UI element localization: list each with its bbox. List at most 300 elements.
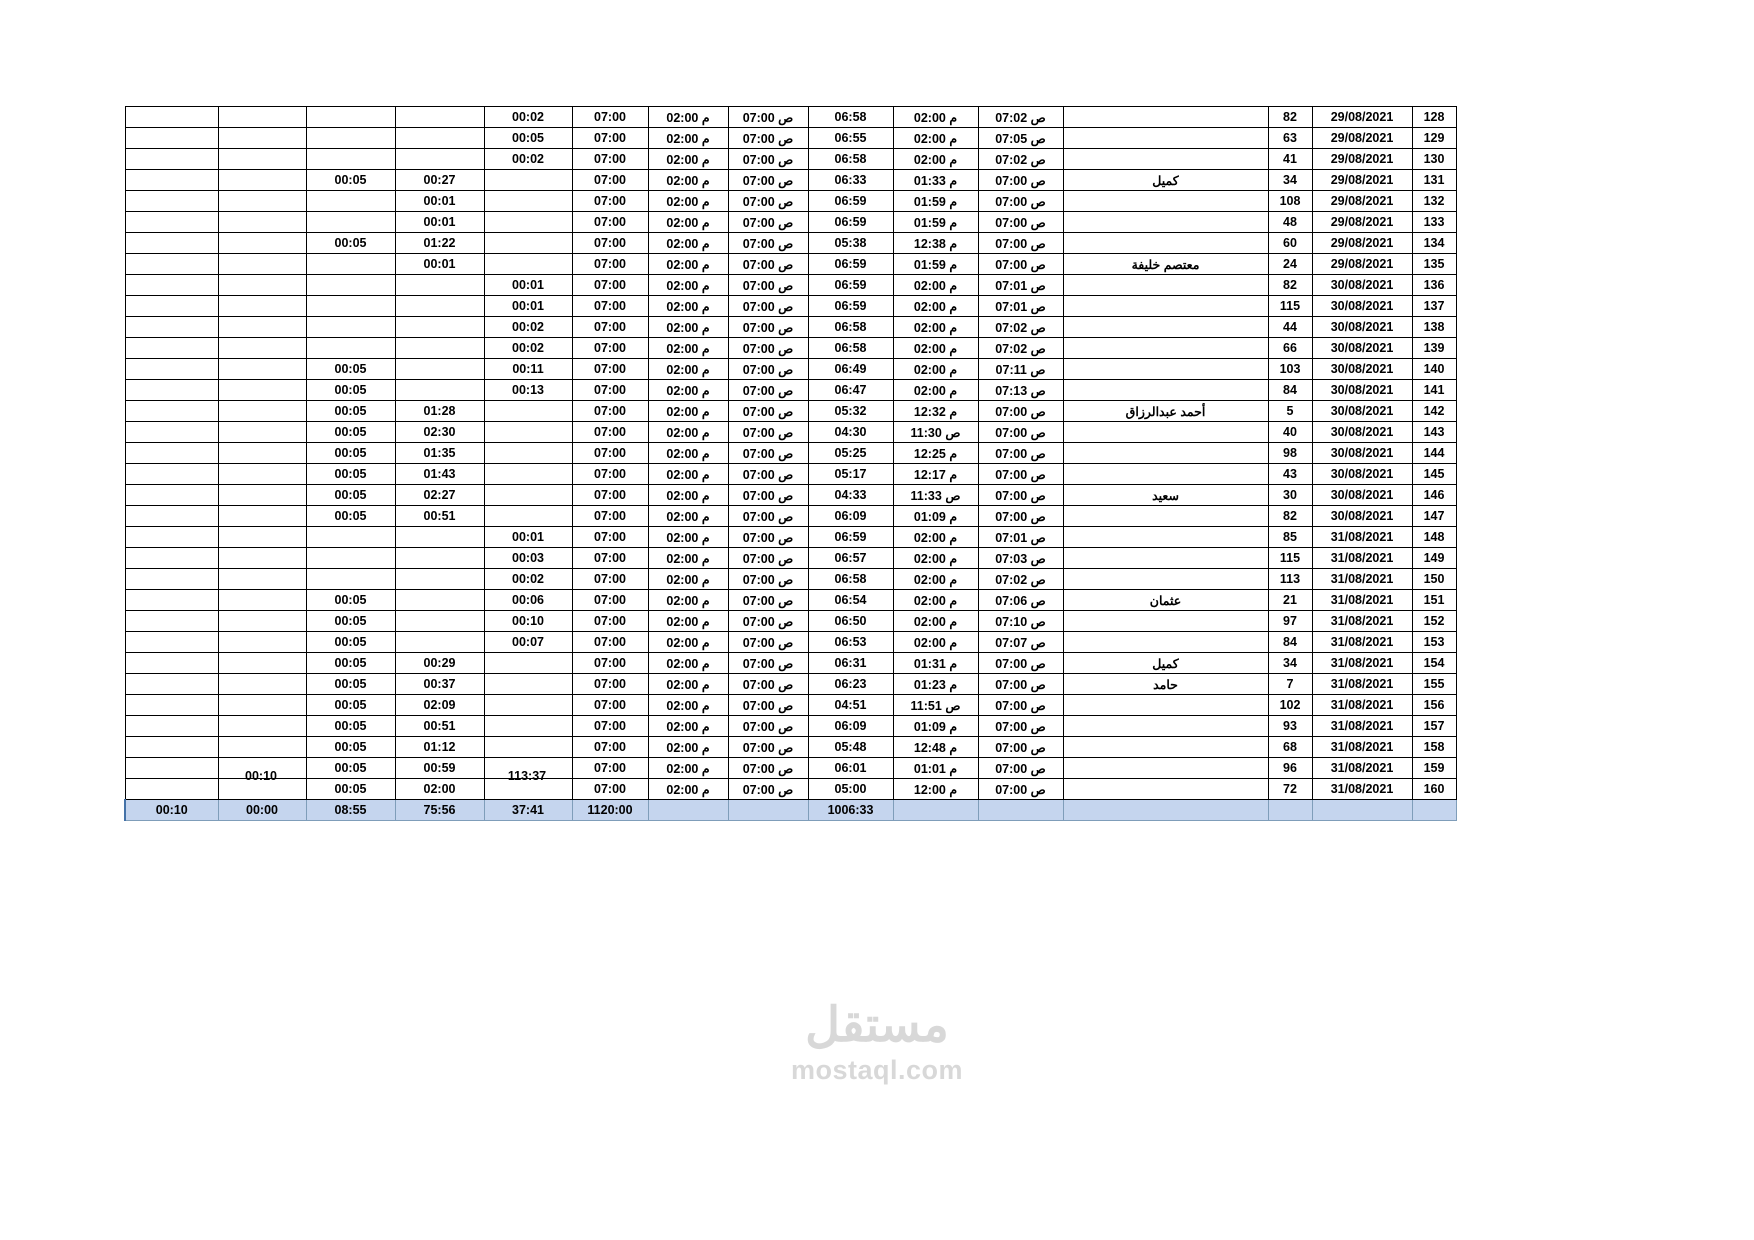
cell-out-ampm: 02:00 م xyxy=(893,590,978,611)
cell-shift-end-ampm: 02:00 م xyxy=(648,359,728,380)
cell-shift-end: 07:00 xyxy=(572,401,648,422)
cell-date: 30/08/2021 xyxy=(1312,296,1412,317)
total-date xyxy=(1312,800,1412,821)
cell-worked: 06:59 xyxy=(808,275,893,296)
cell-colB xyxy=(218,548,306,569)
cell-shift-end-ampm: 02:00 م xyxy=(648,401,728,422)
cell-employee-name xyxy=(1063,716,1268,737)
cell-in-ampm: 07:00 ص xyxy=(978,674,1063,695)
cell-colB xyxy=(218,527,306,548)
cell-shift-end: 07:00 xyxy=(572,737,648,758)
cell-late-2 xyxy=(395,632,484,653)
subtotal-left-value: 00:10 xyxy=(245,769,277,783)
cell-late-2 xyxy=(395,380,484,401)
cell-shift-end: 07:00 xyxy=(572,233,648,254)
cell-date: 30/08/2021 xyxy=(1312,401,1412,422)
cell-shift-end-ampm: 02:00 م xyxy=(648,779,728,800)
cell-date: 31/08/2021 xyxy=(1312,548,1412,569)
cell-out-ampm: 01:09 م xyxy=(893,506,978,527)
cell-in-ampm: 07:00 ص xyxy=(978,485,1063,506)
cell-shift-end: 07:00 xyxy=(572,338,648,359)
cell-date: 30/08/2021 xyxy=(1312,338,1412,359)
cell-shift-end-ampm: 02:00 م xyxy=(648,149,728,170)
cell-in-ampm: 07:11 ص xyxy=(978,359,1063,380)
cell-date: 29/08/2021 xyxy=(1312,128,1412,149)
table-row xyxy=(125,695,1456,716)
cell-employee-name xyxy=(1063,779,1268,800)
cell-date: 29/08/2021 xyxy=(1312,149,1412,170)
cell-date: 30/08/2021 xyxy=(1312,359,1412,380)
cell-shift-end-ampm: 02:00 م xyxy=(648,212,728,233)
cell-shift-start-ampm: 07:00 ص xyxy=(728,359,808,380)
cell-in-ampm: 07:00 ص xyxy=(978,443,1063,464)
cell-in-ampm: 07:00 ص xyxy=(978,212,1063,233)
cell-late-2 xyxy=(395,107,484,128)
cell-date: 31/08/2021 xyxy=(1312,758,1412,779)
cell-late-1: 00:05 xyxy=(306,590,395,611)
cell-index: 141 xyxy=(1412,380,1456,401)
cell-in-ampm: 07:01 ص xyxy=(978,527,1063,548)
cell-colA xyxy=(125,107,218,128)
cell-colA xyxy=(125,443,218,464)
table-row xyxy=(125,632,1456,653)
cell-shift-end-ampm: 02:00 م xyxy=(648,275,728,296)
cell-shift-start-ampm: 07:00 ص xyxy=(728,506,808,527)
cell-employee-name: كميل xyxy=(1063,653,1268,674)
cell-index: 154 xyxy=(1412,653,1456,674)
cell-employee-name xyxy=(1063,338,1268,359)
cell-colB xyxy=(218,338,306,359)
cell-count: 7 xyxy=(1268,674,1312,695)
cell-late-3 xyxy=(484,170,572,191)
cell-employee-name xyxy=(1063,464,1268,485)
cell-colB xyxy=(218,212,306,233)
cell-late-3 xyxy=(484,401,572,422)
cell-shift-end: 07:00 xyxy=(572,128,648,149)
watermark-latin: mostaql.com xyxy=(790,1054,964,1085)
table-row xyxy=(125,338,1456,359)
cell-late-3 xyxy=(484,716,572,737)
cell-date: 30/08/2021 xyxy=(1312,422,1412,443)
cell-colA xyxy=(125,632,218,653)
cell-late-2: 01:12 xyxy=(395,737,484,758)
cell-shift-end: 07:00 xyxy=(572,443,648,464)
cell-late-2 xyxy=(395,338,484,359)
cell-in-ampm: 07:00 ص xyxy=(978,170,1063,191)
cell-date: 31/08/2021 xyxy=(1312,779,1412,800)
cell-late-3: 00:05 xyxy=(484,128,572,149)
cell-colB xyxy=(218,401,306,422)
cell-employee-name xyxy=(1063,233,1268,254)
cell-count: 82 xyxy=(1268,107,1312,128)
cell-employee-name xyxy=(1063,149,1268,170)
cell-count: 102 xyxy=(1268,695,1312,716)
cell-late-2 xyxy=(395,569,484,590)
cell-employee-name xyxy=(1063,758,1268,779)
cell-colB xyxy=(218,632,306,653)
cell-index: 132 xyxy=(1412,191,1456,212)
cell-shift-end: 07:00 xyxy=(572,485,648,506)
cell-shift-end: 07:00 xyxy=(572,359,648,380)
cell-count: 43 xyxy=(1268,464,1312,485)
cell-shift-end: 07:00 xyxy=(572,716,648,737)
cell-out-ampm: 01:59 م xyxy=(893,212,978,233)
cell-worked: 06:09 xyxy=(808,716,893,737)
cell-shift-end-ampm: 02:00 م xyxy=(648,485,728,506)
cell-count: 30 xyxy=(1268,485,1312,506)
cell-colB xyxy=(218,296,306,317)
cell-date: 29/08/2021 xyxy=(1312,170,1412,191)
cell-in-ampm: 07:03 ص xyxy=(978,548,1063,569)
cell-colA xyxy=(125,233,218,254)
cell-colB xyxy=(218,569,306,590)
cell-shift-start-ampm: 07:00 ص xyxy=(728,464,808,485)
cell-late-1 xyxy=(306,548,395,569)
cell-index: 136 xyxy=(1412,275,1456,296)
total-shift-start-ampm xyxy=(728,800,808,821)
cell-colA xyxy=(125,653,218,674)
cell-in-ampm: 07:10 ص xyxy=(978,611,1063,632)
cell-worked: 06:59 xyxy=(808,527,893,548)
cell-shift-start-ampm: 07:00 ص xyxy=(728,632,808,653)
cell-employee-name xyxy=(1063,296,1268,317)
cell-index: 139 xyxy=(1412,338,1456,359)
table-row xyxy=(125,317,1456,338)
total-count xyxy=(1268,800,1312,821)
cell-late-3 xyxy=(484,737,572,758)
cell-index: 131 xyxy=(1412,170,1456,191)
cell-index: 135 xyxy=(1412,254,1456,275)
cell-out-ampm: 02:00 م xyxy=(893,380,978,401)
cell-index: 144 xyxy=(1412,443,1456,464)
cell-index: 151 xyxy=(1412,590,1456,611)
cell-count: 82 xyxy=(1268,506,1312,527)
cell-colB xyxy=(218,233,306,254)
cell-date: 31/08/2021 xyxy=(1312,737,1412,758)
cell-shift-end-ampm: 02:00 م xyxy=(648,443,728,464)
cell-employee-name: أحمد عبدالرزاق xyxy=(1063,401,1268,422)
cell-late-1: 00:05 xyxy=(306,359,395,380)
cell-worked: 06:59 xyxy=(808,254,893,275)
cell-colB xyxy=(218,695,306,716)
cell-shift-start-ampm: 07:00 ص xyxy=(728,443,808,464)
subtotal-spacer-c xyxy=(394,766,483,786)
cell-colB xyxy=(218,737,306,758)
cell-late-1 xyxy=(306,338,395,359)
cell-colA xyxy=(125,212,218,233)
cell-shift-end: 07:00 xyxy=(572,590,648,611)
cell-shift-start-ampm: 07:00 ص xyxy=(728,653,808,674)
cell-shift-end: 07:00 xyxy=(572,758,648,779)
cell-colB xyxy=(218,317,306,338)
cell-index: 160 xyxy=(1412,779,1456,800)
cell-worked: 06:31 xyxy=(808,653,893,674)
watermark xyxy=(0,1000,1754,1086)
cell-colB xyxy=(218,380,306,401)
cell-date: 31/08/2021 xyxy=(1312,611,1412,632)
cell-worked: 06:54 xyxy=(808,590,893,611)
cell-index: 146 xyxy=(1412,485,1456,506)
cell-late-2 xyxy=(395,128,484,149)
cell-out-ampm: 02:00 م xyxy=(893,569,978,590)
cell-shift-start-ampm: 07:00 ص xyxy=(728,149,808,170)
cell-out-ampm: 12:00 م xyxy=(893,779,978,800)
cell-in-ampm: 07:00 ص xyxy=(978,191,1063,212)
cell-shift-end-ampm: 02:00 م xyxy=(648,716,728,737)
cell-shift-end: 07:00 xyxy=(572,464,648,485)
cell-shift-end-ampm: 02:00 م xyxy=(648,107,728,128)
cell-worked: 05:00 xyxy=(808,779,893,800)
cell-date: 31/08/2021 xyxy=(1312,527,1412,548)
cell-count: 48 xyxy=(1268,212,1312,233)
cell-date: 29/08/2021 xyxy=(1312,107,1412,128)
cell-shift-end-ampm: 02:00 م xyxy=(648,338,728,359)
cell-colB xyxy=(218,170,306,191)
cell-shift-start-ampm: 07:00 ص xyxy=(728,338,808,359)
cell-colA xyxy=(125,170,218,191)
cell-colB xyxy=(218,716,306,737)
total-shift-end: 1120:00 xyxy=(572,800,648,821)
cell-employee-name: معتصم خليفة xyxy=(1063,254,1268,275)
cell-colB xyxy=(218,149,306,170)
total-late-1: 08:55 xyxy=(306,800,395,821)
cell-shift-end-ampm: 02:00 م xyxy=(648,254,728,275)
cell-index: 156 xyxy=(1412,695,1456,716)
cell-count: 34 xyxy=(1268,170,1312,191)
cell-out-ampm: 01:01 م xyxy=(893,758,978,779)
cell-count: 68 xyxy=(1268,737,1312,758)
table-row xyxy=(125,170,1456,191)
cell-late-3: 00:01 xyxy=(484,296,572,317)
cell-colA xyxy=(125,548,218,569)
cell-worked: 06:33 xyxy=(808,170,893,191)
cell-late-3 xyxy=(484,506,572,527)
cell-employee-name xyxy=(1063,737,1268,758)
cell-worked: 05:32 xyxy=(808,401,893,422)
cell-shift-end-ampm: 02:00 م xyxy=(648,695,728,716)
cell-index: 145 xyxy=(1412,464,1456,485)
cell-shift-end-ampm: 02:00 م xyxy=(648,128,728,149)
cell-shift-start-ampm: 07:00 ص xyxy=(728,212,808,233)
cell-in-ampm: 07:00 ص xyxy=(978,758,1063,779)
cell-employee-name xyxy=(1063,107,1268,128)
cell-index: 147 xyxy=(1412,506,1456,527)
cell-index: 142 xyxy=(1412,401,1456,422)
table-row xyxy=(125,296,1456,317)
cell-late-2 xyxy=(395,548,484,569)
attendance-table xyxy=(124,106,1457,821)
cell-count: 66 xyxy=(1268,338,1312,359)
cell-count: 44 xyxy=(1268,317,1312,338)
cell-late-1: 00:05 xyxy=(306,737,395,758)
cell-late-1: 00:05 xyxy=(306,380,395,401)
cell-in-ampm: 07:02 ص xyxy=(978,569,1063,590)
cell-colB xyxy=(218,359,306,380)
cell-late-3 xyxy=(484,485,572,506)
cell-count: 113 xyxy=(1268,569,1312,590)
cell-index: 152 xyxy=(1412,611,1456,632)
cell-late-3: 00:06 xyxy=(484,590,572,611)
cell-index: 137 xyxy=(1412,296,1456,317)
cell-shift-start-ampm: 07:00 ص xyxy=(728,569,808,590)
cell-shift-end-ampm: 02:00 م xyxy=(648,317,728,338)
cell-late-2: 01:35 xyxy=(395,443,484,464)
cell-date: 30/08/2021 xyxy=(1312,485,1412,506)
cell-employee-name xyxy=(1063,695,1268,716)
cell-shift-end: 07:00 xyxy=(572,779,648,800)
cell-shift-start-ampm: 07:00 ص xyxy=(728,485,808,506)
table-row xyxy=(125,548,1456,569)
watermark-arabic: مستقل xyxy=(805,999,949,1052)
cell-late-1: 00:05 xyxy=(306,716,395,737)
cell-late-1: 00:05 xyxy=(306,653,395,674)
cell-late-2: 00:01 xyxy=(395,191,484,212)
cell-shift-start-ampm: 07:00 ص xyxy=(728,758,808,779)
cell-colB xyxy=(218,128,306,149)
cell-late-3 xyxy=(484,653,572,674)
cell-shift-end: 07:00 xyxy=(572,695,648,716)
cell-colB xyxy=(218,506,306,527)
total-colB: 00:00 xyxy=(218,800,306,821)
cell-late-1: 00:05 xyxy=(306,758,395,779)
cell-colA xyxy=(125,317,218,338)
cell-out-ampm: 11:33 ص xyxy=(893,485,978,506)
total-worked: 1006:33 xyxy=(808,800,893,821)
cell-index: 150 xyxy=(1412,569,1456,590)
cell-late-1 xyxy=(306,212,395,233)
cell-date: 29/08/2021 xyxy=(1312,254,1412,275)
cell-shift-start-ampm: 07:00 ص xyxy=(728,107,808,128)
cell-index: 138 xyxy=(1412,317,1456,338)
cell-shift-end: 07:00 xyxy=(572,653,648,674)
cell-late-1 xyxy=(306,254,395,275)
cell-colA xyxy=(125,674,218,695)
cell-out-ampm: 02:00 م xyxy=(893,317,978,338)
cell-out-ampm: 02:00 م xyxy=(893,359,978,380)
cell-employee-name xyxy=(1063,359,1268,380)
cell-late-1 xyxy=(306,569,395,590)
cell-late-1: 00:05 xyxy=(306,632,395,653)
cell-employee-name xyxy=(1063,380,1268,401)
cell-worked: 06:47 xyxy=(808,380,893,401)
cell-date: 30/08/2021 xyxy=(1312,275,1412,296)
cell-late-1: 00:05 xyxy=(306,779,395,800)
table-row xyxy=(125,590,1456,611)
cell-count: 108 xyxy=(1268,191,1312,212)
cell-count: 24 xyxy=(1268,254,1312,275)
table-row xyxy=(125,653,1456,674)
cell-out-ampm: 01:31 م xyxy=(893,653,978,674)
cell-worked: 06:58 xyxy=(808,107,893,128)
cell-colA xyxy=(125,128,218,149)
table-row xyxy=(125,506,1456,527)
cell-out-ampm: 12:17 م xyxy=(893,464,978,485)
cell-late-3 xyxy=(484,443,572,464)
subtotal-right-value: 113:37 xyxy=(507,769,547,783)
cell-colB xyxy=(218,464,306,485)
table-row xyxy=(125,737,1456,758)
cell-out-ampm: 02:00 م xyxy=(893,128,978,149)
cell-worked: 05:38 xyxy=(808,233,893,254)
cell-worked: 06:59 xyxy=(808,191,893,212)
cell-worked: 06:58 xyxy=(808,317,893,338)
cell-date: 30/08/2021 xyxy=(1312,464,1412,485)
cell-worked: 05:17 xyxy=(808,464,893,485)
cell-in-ampm: 07:07 ص xyxy=(978,632,1063,653)
cell-late-2 xyxy=(395,317,484,338)
cell-worked: 06:58 xyxy=(808,338,893,359)
cell-employee-name xyxy=(1063,128,1268,149)
cell-out-ampm: 02:00 م xyxy=(893,548,978,569)
table-row xyxy=(125,674,1456,695)
cell-late-1 xyxy=(306,128,395,149)
cell-shift-end: 07:00 xyxy=(572,170,648,191)
cell-shift-end: 07:00 xyxy=(572,611,648,632)
cell-count: 82 xyxy=(1268,275,1312,296)
cell-date: 30/08/2021 xyxy=(1312,380,1412,401)
cell-employee-name xyxy=(1063,506,1268,527)
cell-date: 31/08/2021 xyxy=(1312,632,1412,653)
cell-late-3 xyxy=(484,674,572,695)
cell-out-ampm: 12:25 م xyxy=(893,443,978,464)
cell-date: 30/08/2021 xyxy=(1312,506,1412,527)
cell-colA xyxy=(125,485,218,506)
cell-late-1: 00:05 xyxy=(306,695,395,716)
cell-count: 5 xyxy=(1268,401,1312,422)
table-row xyxy=(125,128,1456,149)
cell-shift-end: 07:00 xyxy=(572,107,648,128)
cell-in-ampm: 07:02 ص xyxy=(978,317,1063,338)
cell-index: 155 xyxy=(1412,674,1456,695)
cell-shift-end: 07:00 xyxy=(572,380,648,401)
cell-out-ampm: 02:00 م xyxy=(893,527,978,548)
cell-late-2: 02:27 xyxy=(395,485,484,506)
cell-shift-end-ampm: 02:00 م xyxy=(648,170,728,191)
cell-count: 93 xyxy=(1268,716,1312,737)
cell-in-ampm: 07:00 ص xyxy=(978,737,1063,758)
cell-count: 40 xyxy=(1268,422,1312,443)
cell-count: 115 xyxy=(1268,296,1312,317)
cell-colB xyxy=(218,254,306,275)
cell-late-3 xyxy=(484,191,572,212)
cell-in-ampm: 07:00 ص xyxy=(978,779,1063,800)
cell-worked: 06:58 xyxy=(808,569,893,590)
cell-index: 130 xyxy=(1412,149,1456,170)
cell-in-ampm: 07:00 ص xyxy=(978,422,1063,443)
cell-late-3: 00:01 xyxy=(484,275,572,296)
cell-shift-start-ampm: 07:00 ص xyxy=(728,401,808,422)
table-row xyxy=(125,527,1456,548)
cell-late-1: 00:05 xyxy=(306,422,395,443)
cell-worked: 06:58 xyxy=(808,149,893,170)
cell-employee-name xyxy=(1063,191,1268,212)
table-row xyxy=(125,212,1456,233)
table-row xyxy=(125,464,1456,485)
cell-late-1: 00:05 xyxy=(306,485,395,506)
cell-shift-start-ampm: 07:00 ص xyxy=(728,170,808,191)
cell-colB xyxy=(218,611,306,632)
cell-worked: 05:25 xyxy=(808,443,893,464)
cell-colB xyxy=(218,275,306,296)
cell-in-ampm: 07:02 ص xyxy=(978,107,1063,128)
cell-colA xyxy=(125,464,218,485)
cell-shift-end: 07:00 xyxy=(572,506,648,527)
total-shift-end-ampm xyxy=(648,800,728,821)
total-late-2: 75:56 xyxy=(395,800,484,821)
total-late-3: 37:41 xyxy=(484,800,572,821)
cell-late-1 xyxy=(306,275,395,296)
cell-late-3: 00:10 xyxy=(484,611,572,632)
